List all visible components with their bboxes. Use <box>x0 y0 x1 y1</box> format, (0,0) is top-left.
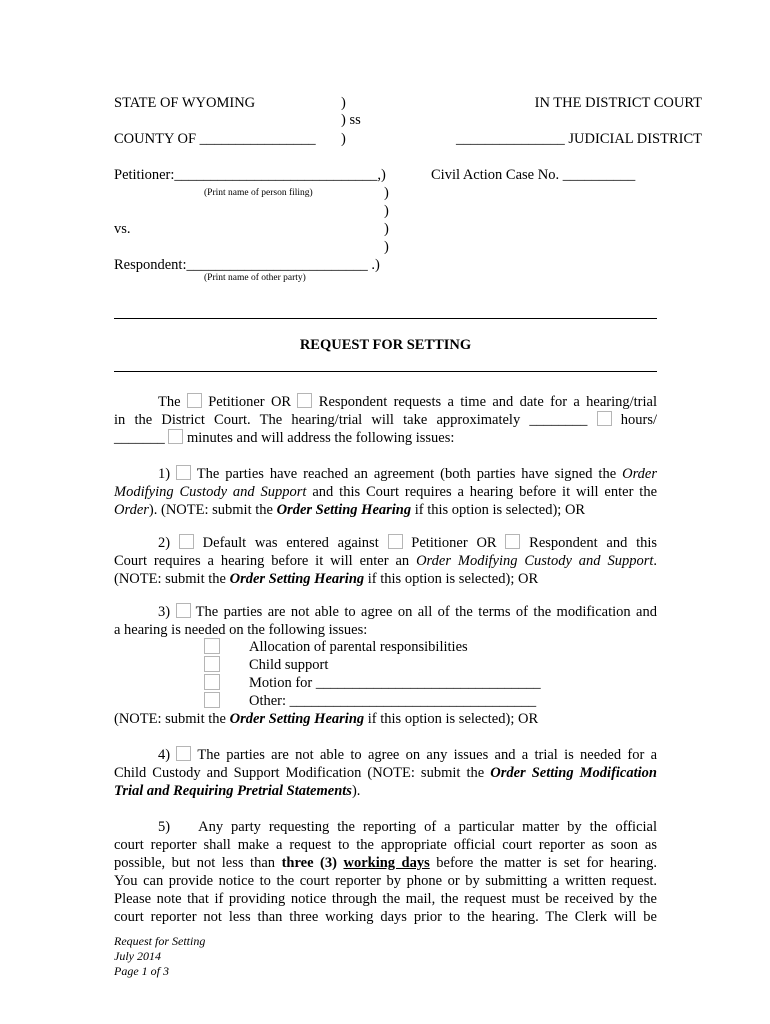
item-2-note: (NOTE: submit the <box>114 571 226 587</box>
item-2-form: Order Setting Hearing <box>229 571 365 587</box>
issue-motion[interactable]: Motion for _______________________________ <box>249 675 541 691</box>
ss-label: ) ss <box>341 112 361 128</box>
intro-request: Respondent requests a time and date for a hearing/trial <box>318 394 658 410</box>
item-1-order2: Order <box>114 502 149 518</box>
item-5-line3d: before the matter is set for hearing. <box>436 855 658 871</box>
minutes-checkbox[interactable] <box>168 429 183 444</box>
default-respondent-checkbox[interactable] <box>505 534 520 549</box>
item-2-text: Default was entered against <box>202 535 379 551</box>
page-title: REQUEST FOR SETTING <box>299 337 472 353</box>
item-5-line5: Please note that if providing notice through the mail, the request must be received by the <box>114 891 657 907</box>
item-1-form: Order Setting Hearing <box>276 502 412 518</box>
county-field[interactable]: COUNTY OF ________________ <box>114 131 316 147</box>
petitioner-checkbox[interactable] <box>187 393 202 408</box>
intro-duration: in the District Court. The hearing/trial will take approximately ________ <box>114 412 588 428</box>
item-2-end: if this option is selected); OR <box>367 571 539 587</box>
item-4-form: Order Setting Modification <box>490 765 657 781</box>
item-1-order: Order <box>622 466 658 482</box>
caption-paren: ) <box>384 185 389 201</box>
default-checkbox[interactable] <box>179 534 194 549</box>
item-2-text2: Court requires a hearing before it will enter an <box>114 553 410 569</box>
item-2-number: 2) <box>158 535 171 551</box>
item-3-form: Order Setting Hearing <box>229 711 365 727</box>
caption-paren: ) <box>341 95 346 111</box>
item-5-line6: court reporter not less than three working days prior to the hearing. The Clerk will be <box>114 909 657 925</box>
case-number-field[interactable]: Civil Action Case No. __________ <box>431 167 636 183</box>
item-2-doc: Order Modifying Custody and Support <box>416 553 654 569</box>
item-2-respondent: Respondent and this <box>529 535 658 551</box>
item-1-text: The parties have reached an agreement (both parties have signed the <box>196 466 617 482</box>
item-5-number: 5) <box>158 819 171 835</box>
petitioner-hint: (Print name of person filing) <box>204 188 313 198</box>
item-4-text: The parties are not able to agree on any issues and a trial is needed for a <box>197 747 658 763</box>
no-full-agreement-checkbox[interactable] <box>176 603 191 618</box>
item-4-end: ). <box>351 783 361 799</box>
item-3-text: The parties are not able to agree on all of the terms of the modification and <box>195 604 657 620</box>
intro-paragraph <box>114 393 657 447</box>
item-1-doc: Modifying Custody and Support <box>114 484 307 500</box>
trial-checkbox[interactable] <box>176 746 191 761</box>
respondent-hint: (Print name of other party) <box>204 273 306 283</box>
respondent-field[interactable]: Respondent:_________________________ .) <box>114 257 380 273</box>
issue-allocation: Allocation of parental responsibilities <box>249 639 468 655</box>
caption-paren: ) <box>384 239 389 255</box>
intro-minutes: minutes and will address the following issues: <box>187 430 455 446</box>
item-5 <box>114 818 657 926</box>
item-5-days: three (3) <box>281 855 337 871</box>
item-1-number: 1) <box>158 466 171 482</box>
item-1-note: ). (NOTE: submit the <box>148 502 273 518</box>
petitioner-field[interactable]: Petitioner:____________________________,) <box>114 167 386 183</box>
caption-paren: ) <box>384 203 389 219</box>
issue-other[interactable]: Other: __________________________________ <box>249 693 537 709</box>
item-3-note <box>114 711 538 728</box>
footer-page: Page 1 of 3 <box>114 964 169 978</box>
item-1-text2: and this Court requires a hearing before it will enter the <box>312 484 658 500</box>
issue-child-support: Child support <box>249 657 329 673</box>
item-4-form2: Trial and Requiring Pretrial Statements <box>114 783 352 799</box>
intro-hours: hours/ <box>620 412 657 428</box>
page-footer <box>114 934 205 979</box>
item-3 <box>114 603 657 639</box>
hours-checkbox[interactable] <box>597 411 612 426</box>
motion-checkbox[interactable] <box>204 674 220 690</box>
item-5-line1: Any party requesting the reporting of a particular matter by the official <box>198 819 657 835</box>
minutes-blank[interactable]: _______ <box>114 430 165 446</box>
item-4-number: 4) <box>158 747 171 763</box>
item-2-petitioner: Petitioner OR <box>411 535 497 551</box>
intro-petitioner: Petitioner OR <box>208 394 292 410</box>
child-support-checkbox[interactable] <box>204 656 220 672</box>
footer-form-name: Request for Setting <box>114 934 206 948</box>
respondent-checkbox[interactable] <box>297 393 312 408</box>
judicial-district-field[interactable]: _______________ JUDICIAL DISTRICT <box>456 131 702 147</box>
item-5-line3a: possible, but not less than <box>114 855 276 871</box>
item-4-text2: Child Custody and Support Modification (NOTE: submit the <box>114 765 485 781</box>
agreement-checkbox[interactable] <box>176 465 191 480</box>
footer-date: July 2014 <box>114 949 161 963</box>
divider-bottom <box>114 371 657 372</box>
caption-paren: ) <box>341 131 346 147</box>
item-2-period: . <box>653 553 657 569</box>
intro-the: The <box>158 394 181 410</box>
divider-top <box>114 318 657 319</box>
state-label: STATE OF WYOMING <box>114 95 256 111</box>
item-3-end: if this option is selected); OR <box>367 711 539 727</box>
item-3-number: 3) <box>158 604 171 620</box>
item-3-note-text: (NOTE: submit the <box>114 711 226 727</box>
item-1 <box>114 465 657 519</box>
item-2 <box>114 534 657 588</box>
other-checkbox[interactable] <box>204 692 220 708</box>
item-1-end: if this option is selected); OR <box>414 502 586 518</box>
caption-paren: ) <box>384 221 389 237</box>
item-4 <box>114 746 657 800</box>
item-3-text2: a hearing is needed on the following issues: <box>114 622 368 638</box>
court-label: IN THE DISTRICT COURT <box>534 95 702 111</box>
default-petitioner-checkbox[interactable] <box>388 534 403 549</box>
item-5-line2: court reporter shall make a request to the appropriate official court reporter as soon as <box>114 837 657 853</box>
vs-label: vs. <box>114 221 131 237</box>
item-5-working-days: working days <box>343 855 430 871</box>
item-5-line4: You can provide notice to the court reporter by phone or by submitting a written request. <box>114 873 657 889</box>
allocation-checkbox[interactable] <box>204 638 220 654</box>
